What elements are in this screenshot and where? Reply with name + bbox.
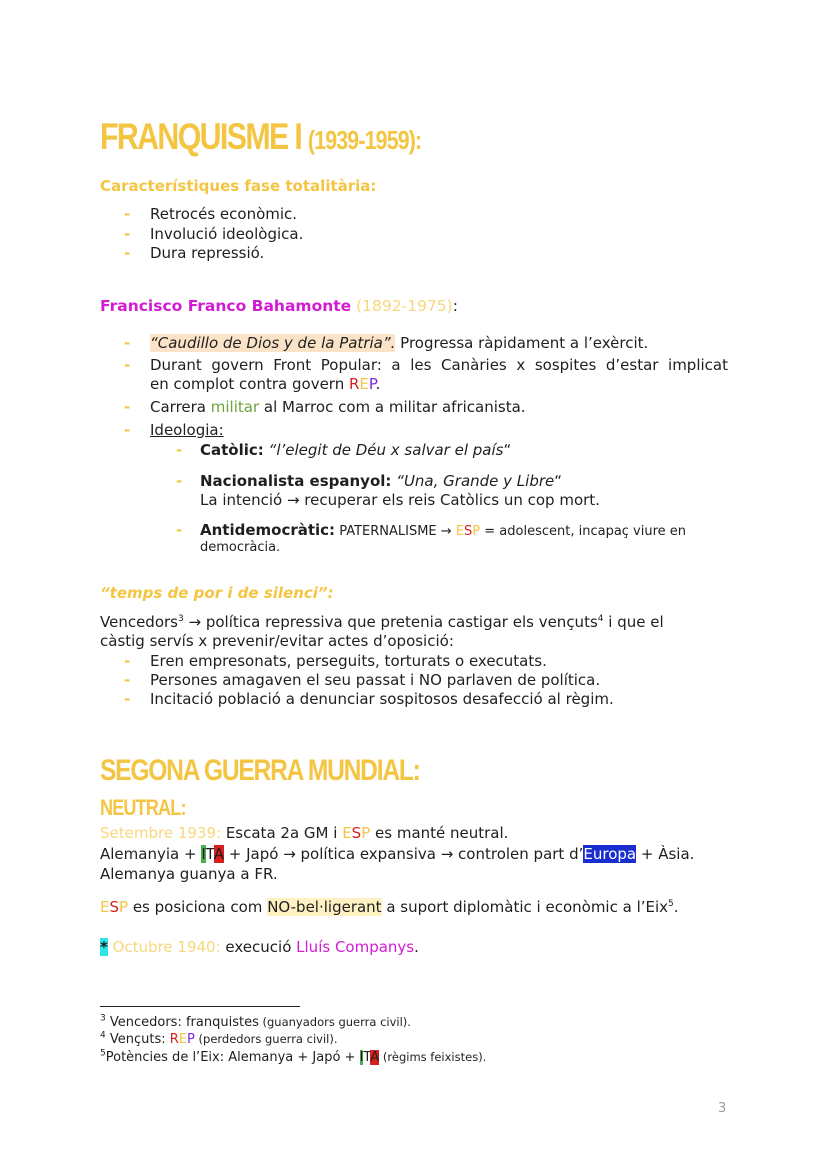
- list-item-text: Retrocés econòmic.: [150, 205, 298, 223]
- list-item-text: Incitació població a denunciar sospitosos desafecció al règim.: [150, 690, 614, 708]
- date: Octubre 1940:: [107, 938, 221, 956]
- europa-highlight: Europa: [583, 845, 637, 863]
- ita-i: I: [359, 1050, 364, 1065]
- text: Alemanyia +: [100, 845, 202, 863]
- text: Escata 2a GM i: [221, 824, 343, 842]
- text: Vencedors: franquistes: [105, 1015, 259, 1030]
- bullet-dash: -: [124, 652, 131, 670]
- esp-e: E: [100, 898, 110, 916]
- alemanya-guanya-line: Alemanya guanya a FR.: [100, 865, 278, 883]
- text: → política repressiva que pretenia castigar els vençuts: [183, 613, 598, 631]
- footnote-4: [100, 1032, 337, 1047]
- list-item-text: Involució ideològica.: [150, 225, 304, 243]
- esp-e: E: [455, 524, 465, 539]
- ideologia-nacionalista: [200, 472, 562, 490]
- franco-item-1: [150, 334, 648, 352]
- neutral-heading: NEUTRAL:: [100, 795, 186, 820]
- rep-r: R: [169, 1032, 179, 1047]
- text: execució: [220, 938, 297, 956]
- section-title-segona-guerra: SEGONA GUERRA MUNDIAL:: [100, 754, 420, 787]
- esp-p: P: [472, 524, 481, 539]
- ideologia-antidemocratic-line2: democràcia.: [200, 540, 281, 555]
- page-number: 3: [718, 1101, 727, 1116]
- vencedors-line2: càstig servís x prevenir/evitar actes d’oposició:: [100, 632, 454, 650]
- footnote-3: [100, 1015, 411, 1030]
- star-marker: *: [100, 938, 108, 956]
- text: es manté neutral.: [370, 824, 509, 842]
- item-text: Progressa ràpidament a l’exèrcit.: [395, 334, 649, 352]
- ita-t: T: [363, 1050, 371, 1065]
- item-text: Carrera: [150, 398, 211, 416]
- esp-p: P: [361, 824, 371, 842]
- list-item: [124, 244, 130, 262]
- period: .: [414, 938, 419, 956]
- italy-flag-text: [360, 1050, 380, 1065]
- ideologia-nacionalista-line2: La intenció → recuperar els reis Catòlics un cop mort.: [200, 491, 600, 509]
- esp-s: S: [464, 524, 473, 539]
- rep-e: E: [178, 1032, 188, 1047]
- text: es posiciona com: [128, 898, 268, 916]
- esp-s: S: [351, 824, 362, 842]
- subtitle-caracteristiques: Característiques fase totalitària:: [100, 177, 377, 195]
- quote: “l’elegit de Déu x salvar el país: [263, 441, 504, 459]
- quote-close: “: [503, 441, 512, 459]
- list-item-text: Persones amagaven el seu passat i NO parlaven de política.: [150, 671, 601, 689]
- period: .: [673, 898, 679, 916]
- rep-r: R: [348, 375, 360, 393]
- text: = adolescent, incapaç viure en: [480, 524, 687, 539]
- quote-close: “: [554, 472, 563, 490]
- alemanya-line: [100, 845, 694, 863]
- quote: “Una, Grande y Libre: [391, 472, 555, 490]
- setembre-line: [100, 824, 508, 842]
- temps-de-por-title: “temps de por i de silenci”:: [100, 584, 334, 602]
- label: Catòlic:: [200, 441, 264, 459]
- ideologia-antidemocratic: [200, 521, 686, 539]
- text: Vençuts:: [105, 1032, 170, 1047]
- rep-p: P: [187, 1032, 195, 1047]
- bullet-dash: -: [124, 244, 131, 262]
- section-title-franquisme: [100, 116, 421, 158]
- franco-name: Francisco Franco Bahamonte: [100, 297, 352, 315]
- bullet-dash: -: [124, 671, 131, 689]
- bullet-dash: -: [176, 441, 183, 459]
- list-item-text: Dura repressió.: [150, 244, 265, 262]
- no-belligerant-line: [100, 898, 679, 916]
- ideologia-catolic: [200, 441, 511, 459]
- octubre-line: [100, 938, 419, 956]
- bullet-dash: -: [176, 472, 183, 490]
- italy-flag-text: [201, 845, 224, 863]
- footnote-ref: 3: [178, 614, 184, 624]
- bullet-dash: -: [124, 398, 131, 416]
- text: Vencedors: [100, 613, 178, 631]
- text: (perdedors guerra civil).: [194, 1032, 338, 1046]
- colon: :: [452, 297, 458, 315]
- bullet-dash: -: [124, 225, 131, 243]
- text: + Japó → política expansiva → controlen part d’: [224, 845, 584, 863]
- text: + Àsia.: [636, 845, 695, 863]
- franco-heading: [100, 297, 458, 315]
- label: Nacionalista espanyol:: [200, 472, 392, 490]
- item-text: al Marroc com a militar africanista.: [259, 398, 526, 416]
- footnote-number: 3: [100, 1013, 106, 1024]
- bullet-dash: -: [124, 205, 131, 223]
- list-item-text: Eren empresonats, perseguits, torturats o executats.: [150, 652, 547, 670]
- title-years: (1939-1959):: [307, 125, 422, 155]
- text: a suport diplomàtic i econòmic a l’Eix: [381, 898, 669, 916]
- franco-item-2-line1: Durant govern Front Popular: a les Canàries x sospites d’estar implicat: [150, 356, 728, 374]
- text: i que el: [603, 613, 664, 631]
- ita-a: A: [370, 1050, 380, 1065]
- list-item: [124, 205, 130, 223]
- rep-p: P: [368, 375, 376, 393]
- date: Setembre 1939:: [100, 824, 222, 842]
- esp-e: E: [342, 824, 352, 842]
- rep-e: E: [359, 375, 369, 393]
- franco-item-2-line2: [150, 375, 380, 393]
- footnote-ref: 4: [597, 614, 604, 624]
- bullet-dash: -: [124, 356, 131, 374]
- bullet-dash: -: [124, 334, 131, 352]
- ita-t: T: [205, 845, 214, 863]
- militar-word: militar: [210, 398, 260, 416]
- text: Potències de l’Eix: Alemanya + Japó +: [105, 1050, 360, 1065]
- bullet-dash: -: [124, 690, 131, 708]
- footnote-number: 4: [100, 1030, 106, 1041]
- bullet-dash: -: [124, 421, 131, 439]
- list-item: [124, 225, 130, 243]
- caudillo-quote: “Caudillo de Dios y de la Patria”.: [150, 334, 396, 352]
- franco-years: (1892-1975): [356, 297, 453, 315]
- bullet-dash: -: [176, 521, 183, 539]
- ideologia-label: Ideologia:: [150, 421, 224, 439]
- no-belligerant-highlight: NO-bel·ligerant: [267, 898, 382, 916]
- title-text: FRANQUISME I: [100, 116, 302, 157]
- esp-p: P: [119, 898, 129, 916]
- footnote-5: [100, 1050, 486, 1065]
- companys-name: Lluís Companys: [296, 938, 415, 956]
- period: .: [375, 375, 381, 393]
- vencedors-line1: [100, 613, 664, 631]
- esp-s: S: [109, 898, 120, 916]
- ita-a: A: [213, 845, 225, 863]
- footnote-ref: 5: [668, 899, 674, 909]
- franco-item-3: [150, 398, 526, 416]
- ita-i: I: [201, 845, 206, 863]
- footnote-separator: [100, 1006, 300, 1007]
- item-text: en complot contra govern: [150, 375, 349, 393]
- label: Antidemocràtic:: [200, 521, 336, 539]
- text: (guanyadors guerra civil).: [258, 1015, 411, 1029]
- text: (règims feixistes).: [379, 1050, 487, 1064]
- text: PATERNALISME →: [335, 524, 456, 539]
- footnote-number: 5: [100, 1048, 106, 1059]
